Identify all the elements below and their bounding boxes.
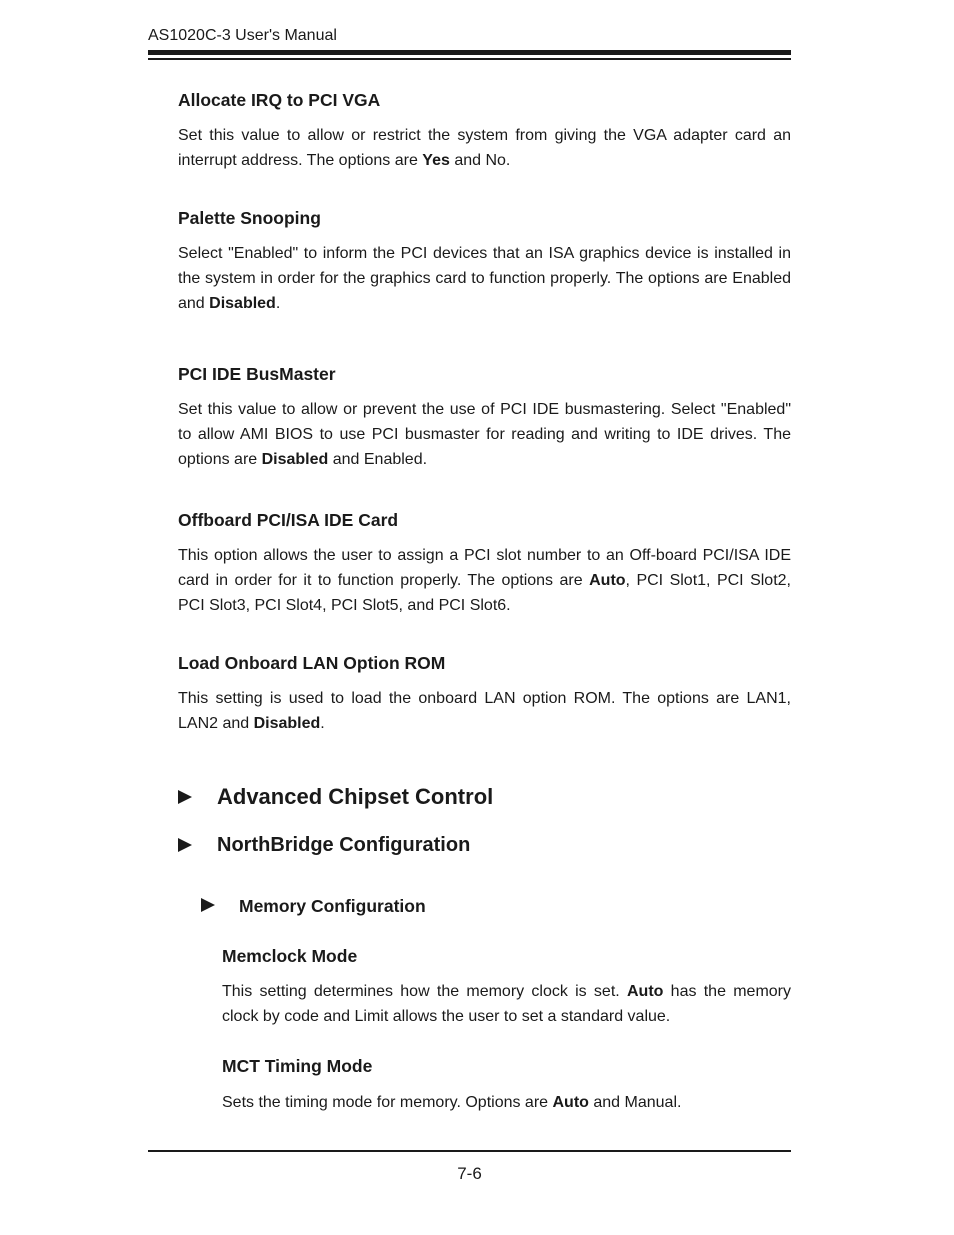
text-run: Select "Enabled" to inform the PCI devices that an ISA graphics device is installed in the system in order for the graphics card to function properly. The options are Enabled and <box>178 245 791 312</box>
arrow-right-icon <box>201 898 215 912</box>
text-run: This setting determines how the memory clock is set. <box>222 983 627 1000</box>
section-body-allocate-irq <box>178 123 791 173</box>
section-body-lan-option-rom <box>178 686 791 736</box>
text-run: and No. <box>449 152 511 169</box>
text-run: This setting is used to load the onboard LAN option ROM. The options are LAN1, LAN2 and <box>178 690 791 732</box>
section-title-mct-timing-mode: MCT Timing Mode <box>222 1056 373 1076</box>
heading-memory-configuration: Memory Configuration <box>239 896 426 916</box>
text-run: This option allows the user to assign a PCI slot number to an Off-board PCI/ISA IDE card in order for it to function properly. The options are <box>178 547 791 589</box>
header-rule-thin <box>148 58 791 60</box>
section-body-pci-ide-busmaster <box>178 397 791 472</box>
section-title-allocate-irq: Allocate IRQ to PCI VGA <box>178 90 381 110</box>
text-run: Sets the timing mode for memory. Options are <box>222 1094 553 1111</box>
option-default: Disabled <box>253 715 321 732</box>
section-title-memclock-mode: Memclock Mode <box>222 946 358 966</box>
section-body-palette-snooping <box>178 241 791 316</box>
heading-northbridge-configuration: NorthBridge Configuration <box>217 834 471 856</box>
option-default: Auto <box>552 1094 589 1111</box>
text-run: has the memory clock by code and Limit allows the user to set a standard value. <box>222 983 792 1025</box>
option-default: Auto <box>626 983 664 1000</box>
section-body-offboard-ide-card <box>178 543 791 618</box>
text-run: and Manual. <box>588 1094 682 1111</box>
text-run: . <box>275 295 281 312</box>
section-title-offboard-ide-card: Offboard PCI/ISA IDE Card <box>178 510 399 530</box>
option-default: Auto <box>589 572 626 589</box>
option-default: Yes <box>422 152 450 169</box>
section-title-palette-snooping: Palette Snooping <box>178 208 321 228</box>
text-run: Set this value to allow or prevent the use of PCI IDE busmastering. Select "Enabled" to allow AMI BIOS to use PCI busmaster for reading and writing to IDE drives. The options are <box>178 401 791 468</box>
manual-title: AS1020C-3 User's Manual <box>148 27 337 44</box>
header-rule-thick <box>148 50 791 55</box>
section-body-mct-timing-mode <box>222 1090 791 1115</box>
text-run: Set this value to allow or restrict the system from giving the VGA adapter card an interrupt address. The options are <box>178 127 791 169</box>
section-title-lan-option-rom: Load Onboard LAN Option ROM <box>178 653 446 673</box>
option-default: Disabled <box>261 451 329 468</box>
page-number: 7-6 <box>457 1164 482 1183</box>
section-title-pci-ide-busmaster: PCI IDE BusMaster <box>178 364 336 384</box>
text-run: , PCI Slot1, PCI Slot2, PCI Slot3, PCI Slot4, PCI Slot5, and PCI Slot6. <box>178 572 791 614</box>
option-default: Disabled <box>209 295 276 312</box>
arrow-right-icon <box>178 790 192 804</box>
heading-advanced-chipset-control: Advanced Chipset Control <box>217 784 494 809</box>
arrow-right-icon <box>178 838 192 852</box>
footer-rule <box>148 1150 791 1152</box>
text-run: . <box>320 715 325 732</box>
text-run: and Enabled. <box>328 451 428 468</box>
section-body-memclock-mode <box>222 979 791 1029</box>
